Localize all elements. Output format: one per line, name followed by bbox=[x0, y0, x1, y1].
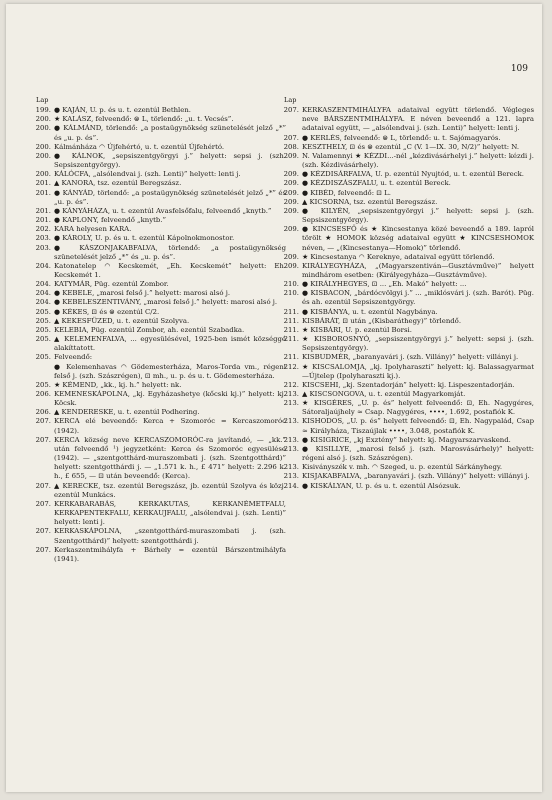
entry-text: ▲ KEKESFÜZED, u. t. ezentúl Szolyva. bbox=[54, 316, 190, 325]
entry-page-number: 200. bbox=[35, 151, 51, 160]
index-entry bbox=[34, 308, 286, 317]
index-entry bbox=[34, 170, 286, 179]
right-column bbox=[282, 96, 534, 491]
entry-text: KELEBIA, Püg. ezentúl Zombor, ah. ezentúl Szabadka. bbox=[54, 325, 245, 334]
entry-text: KESZTHELY, ⊡ és ⊜ ezentúl „C (V. 1—IX. 30, N/2)” helyett: N. bbox=[302, 142, 520, 151]
entry-text: KISCSEHI, „kj. Szentadorján” helyett: kj. Lispeszentadorján. bbox=[302, 380, 515, 389]
entry-page-number: 209. bbox=[283, 188, 299, 197]
entry-text: ▲ KENDERESKE, u. t. ezentúl Podhering. bbox=[54, 408, 200, 417]
entry-text: KISBÁRÁT, ⊡ után „(Kisbaráthegy)” törlendő. bbox=[302, 316, 462, 325]
index-entry bbox=[282, 363, 534, 381]
index-entry bbox=[34, 234, 286, 243]
entry-page-number: 200. bbox=[35, 115, 51, 124]
left-column bbox=[34, 96, 286, 564]
entry-page-number: 209. bbox=[283, 197, 299, 206]
index-entry bbox=[34, 143, 286, 152]
entry-page-number: 207. bbox=[283, 133, 299, 142]
index-entry bbox=[282, 445, 534, 463]
entry-page-number: 203. bbox=[35, 234, 51, 243]
entry-text: ● KISBACON, „bárdócvölgyi j.” ... „miklósvári j. (szh. Barót). Püg. és ah. ezentúl Sepsiszentgyörgy. bbox=[302, 289, 534, 307]
entry-text: ● KIBÉD, felveendő: ⊡ L. bbox=[302, 188, 391, 197]
entry-page-number: 210. bbox=[283, 289, 299, 298]
entry-page-number: 207. bbox=[35, 545, 51, 554]
entry-page-number: 211. bbox=[283, 335, 299, 344]
entry-page-number: 207. bbox=[35, 481, 51, 490]
entry-page-number: 205. bbox=[35, 380, 51, 389]
entry-page-number: 204. bbox=[35, 280, 51, 289]
index-entry bbox=[34, 326, 286, 335]
entry-page-number: 200. bbox=[35, 142, 51, 151]
index-entry bbox=[282, 326, 534, 335]
entry-page-number: 207. bbox=[35, 417, 51, 426]
left-entry-list bbox=[34, 106, 286, 564]
entry-page-number: 202. bbox=[35, 225, 51, 234]
entry-text: ● KISKÁLYAN, U. p. és u. t. ezentúl Alsózsuk. bbox=[302, 481, 461, 490]
index-entry bbox=[34, 179, 286, 188]
entry-text: ★ KALÁSZ, felveendő: ⊜ L, törlendő: „u. t. Vecsés”. bbox=[54, 115, 234, 124]
entry-page-number: 213. bbox=[283, 444, 299, 453]
entry-page-number: 212. bbox=[283, 362, 299, 371]
index-entry bbox=[34, 527, 286, 545]
entry-page-number: 207. bbox=[35, 499, 51, 508]
index-entry bbox=[34, 106, 286, 115]
index-entry bbox=[34, 335, 286, 353]
entry-text: ● KÁLMÁND, törlendő: „a postaügynökség szünetelését jelző „*” és „u. p. és”. bbox=[54, 124, 286, 142]
right-column-header: Lap bbox=[284, 96, 297, 104]
entry-page-number: 213. bbox=[283, 417, 299, 426]
entry-page-number: 203. bbox=[35, 243, 51, 252]
entry-text: ▲ KICSORNA, tsz. ezentúl Beregszász. bbox=[302, 197, 438, 206]
entry-page-number: 213. bbox=[283, 463, 299, 472]
entry-text: ● KÉZDISÁRFALVA, U. p. ezentúl Nyujtód, u. t. ezentúl Bereck. bbox=[302, 170, 524, 179]
entry-page-number: 205. bbox=[35, 335, 51, 344]
index-entry bbox=[34, 500, 286, 527]
index-entry bbox=[34, 280, 286, 289]
entry-text: N. Valamennyi ★ KÉZDI...-nél „kézdivásárhelyi j.” helyett: kézdi j. (szh. Kézdivásárhely). bbox=[302, 151, 534, 170]
entry-text: Kálmánháza ◠ Újfehértó, u. t. ezentúl Újfehértó. bbox=[54, 142, 225, 151]
entry-text: ▲ KELEMENFALVA, ... egyesülésével, 1925-ben ismét községgé alakíttatott. bbox=[54, 335, 286, 353]
entry-text: KISBUDMÉR, „baranyavári j. (szh. Villány)” helyett: villányi j. bbox=[302, 353, 519, 362]
left-column-header: Lap bbox=[36, 96, 49, 104]
entry-page-number: 211. bbox=[283, 307, 299, 316]
entry-page-number: 206. bbox=[35, 408, 51, 417]
entry-page-number: 209. bbox=[283, 179, 299, 188]
entry-text: ● KÁLNOK, „sepsiszentgyörgyi j.” helyett: sepsi j. (szh. Sepsiszentgyörgy). bbox=[54, 151, 286, 170]
entry-page-number: 209. bbox=[283, 206, 299, 215]
entry-text: ▲ KERECKE, tsz. ezentúl Beregszász, jb. ezentúl Szolyva és közj. ezentúl Munkács. bbox=[54, 481, 286, 499]
entry-page-number: 204. bbox=[35, 289, 51, 298]
index-entry bbox=[282, 399, 534, 417]
index-entry bbox=[282, 262, 534, 280]
entry-page-number: 210. bbox=[283, 280, 299, 289]
entry-text: ● KÁROLY, U. p. és u. t. ezentúl Kápolnokmonostor. bbox=[54, 234, 235, 243]
entry-text: Kerkaszentmihályfa + Bárhely = ezentúl Bárszentmihályfa (1941). bbox=[54, 545, 286, 563]
index-entry bbox=[34, 225, 286, 234]
entry-page-number: 213. bbox=[283, 435, 299, 444]
entry-text: ● KÁSZONJAKABFALVA, törlendő: „a postaügynökség szünetelését jelző „*” és „u. p. és”. bbox=[54, 243, 286, 261]
entry-page-number: 207. bbox=[35, 527, 51, 536]
index-entry bbox=[282, 152, 534, 170]
index-entry bbox=[282, 189, 534, 198]
index-entry bbox=[34, 207, 286, 216]
entry-text: ● KIRÁLYHEGYES, ⊡ ... „Eh. Makó” helyett: ... bbox=[302, 280, 467, 289]
index-entry bbox=[282, 436, 534, 445]
index-entry bbox=[34, 417, 286, 435]
entry-page-number: 209. bbox=[283, 252, 299, 261]
index-entry bbox=[282, 280, 534, 289]
index-entry bbox=[282, 289, 534, 307]
entry-text: KERCA elé beveendő: Kerca + Szomoróc = Kercaszomoróc (1942). bbox=[54, 417, 286, 435]
entry-text: KERKABARABÁS, KERKAKUTAS, KERKANÉMETFALU, KERKAPENTEKFALU, KERKAUJFALU, „alsólendvai j. (szh. Lenti)” helyett: lenti j. bbox=[54, 499, 286, 527]
index-entry bbox=[34, 216, 286, 225]
entry-text: KISHODOS, „U. p. és” helyett felveendő: ⊡, Eh. Nagypalád, Csap ≈ Királyháza, Tiszaújlak ••••, 3.048, postafiók K. bbox=[302, 417, 534, 435]
index-entry bbox=[34, 189, 286, 207]
entry-text: ★ KÉMEND, „kk., kj. h.” helyett: nk. bbox=[54, 380, 182, 389]
entry-page-number: 205. bbox=[35, 353, 51, 362]
entry-page-number: 211. bbox=[283, 353, 299, 362]
index-entry bbox=[282, 207, 534, 225]
entry-page-number: 213. bbox=[283, 399, 299, 408]
entry-page-number: 209. bbox=[283, 225, 299, 234]
entry-text: ★ Kincsestanya ◠ Kereknye, adataival együtt törlendő. bbox=[302, 252, 495, 261]
entry-page-number: 211. bbox=[283, 325, 299, 334]
index-entry bbox=[34, 244, 286, 262]
entry-page-number: 208. bbox=[283, 142, 299, 151]
index-entry bbox=[34, 546, 286, 564]
index-entry bbox=[282, 308, 534, 317]
entry-text: KISJAKABFALVA, „baranyavári j. (szh. Villány)” helyett: villányi j. bbox=[302, 472, 530, 481]
page-number: 109 bbox=[510, 64, 528, 74]
entry-text: ● KILYÉN, „sepsiszentgyörgyi j.” helyett: sepsi j. (szh. Sepsiszentgyörgy). bbox=[302, 206, 534, 225]
entry-page-number: 204. bbox=[35, 298, 51, 307]
index-entry bbox=[34, 390, 286, 408]
entry-text: ● KEBELESZENTIVÁNY, „marosi felső j.” helyett: marosi alsó j. bbox=[54, 298, 278, 307]
index-entry bbox=[282, 179, 534, 188]
entry-page-number: 205. bbox=[35, 307, 51, 316]
entry-text: ● KISIGRICE, „kj Exztény” helyett: kj. Magyarszarvaskend. bbox=[302, 435, 511, 444]
entry-text: ★ KISBÁRI, U. p. ezentúl Borsi. bbox=[302, 325, 412, 334]
index-entry bbox=[34, 482, 286, 500]
entry-page-number: 207. bbox=[35, 435, 51, 444]
index-entry bbox=[282, 335, 534, 353]
entry-text: ★ KISBOROSNYÓ, „sepsiszentgyörgyi j.” helyett: sepsi j. (szh. Sepsiszentgyörgy). bbox=[302, 335, 534, 353]
entry-page-number: 214. bbox=[283, 481, 299, 490]
entry-text: ● KISBÁNYA, u. t. ezentúl Nagybánya. bbox=[302, 307, 438, 316]
entry-page-number: 201. bbox=[35, 216, 51, 225]
entry-text: KARA helyesen KARA. bbox=[54, 225, 132, 234]
entry-text: Katonatelep ◠ Kecskemét, „Eh. Kecskemét” helyett: Eh. Kecskemét 1. bbox=[54, 261, 286, 279]
entry-page-number: 211. bbox=[283, 316, 299, 325]
index-entry bbox=[34, 363, 286, 381]
index-entry bbox=[282, 482, 534, 491]
index-entry bbox=[34, 436, 286, 482]
index-entry bbox=[34, 262, 286, 280]
entry-page-number: 207. bbox=[283, 106, 299, 115]
entry-page-number: 205. bbox=[35, 316, 51, 325]
entry-text: ● KÁNYÁHÁZA, u. t. ezentúl Avasfelsőfalu, felveendő „knytb.” bbox=[54, 206, 272, 215]
entry-page-number: 201. bbox=[35, 188, 51, 197]
index-entry bbox=[282, 417, 534, 435]
entry-text: ▲ KANORA, tsz. ezentúl Beregszász. bbox=[54, 179, 182, 188]
entry-text: ● KÉZDISZÁSZFALU, u. t. ezentúl Bereck. bbox=[302, 179, 451, 188]
entry-text: KATYMÁR, Püg. ezentúl Zombor. bbox=[54, 280, 169, 289]
index-entry bbox=[282, 143, 534, 152]
entry-text: ● KÉKES, ⊡ és ⊜ ezentúl C/2. bbox=[54, 307, 160, 316]
index-entry bbox=[34, 381, 286, 390]
entry-text: ● Kelemenhavas ◠ Gödemesterháza, Maros-Torda vm., régeni felső j. (szh. Szászrégen), ⊡ mh., u. p. és u. t. Gödemesterháza. bbox=[54, 362, 286, 380]
entry-text: ● KISILLYE, „marosi felső j. (szh. Marosvásárhely)” helyett: régeni alsó j. (szh. Szászrégen). bbox=[302, 444, 534, 463]
entry-text: ● KÁNYÁD, törlendő: „a postaügynökség szünetelését jelző „*” és „u. p. és”. bbox=[54, 188, 286, 206]
index-entry bbox=[282, 225, 534, 252]
entry-text: ● KEBELE, „marosi felső j.” helyett: marosi alsó j. bbox=[54, 289, 231, 298]
entry-text: ★ KISGÉRES, „U. p. és” helyett felveendő: ⊡, Eh. Nagygéres, Sátoraljaújhely ≈ Csap. Nagygéres, ••••, 1.692, postafiók K. bbox=[302, 399, 534, 417]
index-entry bbox=[282, 390, 534, 399]
index-entry bbox=[282, 253, 534, 262]
entry-page-number: 201. bbox=[35, 179, 51, 188]
entry-text: ● KINCSESFŐ és ★ Kincsestanya közé beveendő a 189. lapról törölt ★ HOMOK község adataival együtt ★ KINCSESHOMOK néven, — „(Kincsestanya—Homok)” törlendő. bbox=[302, 225, 534, 252]
entry-text: KEMENESKÁPOLNA, „kj. Egyházashetye (kőcski kj.)” helyett: kj. Köcsk. bbox=[54, 390, 286, 408]
entry-text: KERKASZENTMIHÁLYFA adataival együtt törlendő. Végleges neve BÁRSZENTMIHÁLYFA. E néven beveendő a 121. lapra adataival együtt, — „alsólendvai j. (szh. Lenti)” helyett: lenti j. bbox=[302, 106, 534, 133]
index-entry bbox=[34, 317, 286, 326]
index-entry bbox=[34, 124, 286, 142]
index-entry bbox=[282, 134, 534, 143]
index-entry bbox=[282, 463, 534, 472]
entry-text: Felveendő: bbox=[54, 353, 93, 362]
entry-page-number: 213. bbox=[283, 390, 299, 398]
index-entry bbox=[34, 152, 286, 170]
entry-text: ★ KISCSALOMJA, „kj. Ipolyharaszti” helyett: kj. Balassagyarmat—Újtelep (Ipolyharaszti kj.). bbox=[302, 362, 534, 380]
entry-text: KERKASKÁPOLNA, „szentgotthárd-muraszombati j. (szh. Szentgotthárd)” helyett: szentgotthárdi j. bbox=[54, 527, 286, 545]
index-entry bbox=[282, 106, 534, 133]
entry-page-number: 205. bbox=[35, 325, 51, 334]
document-page bbox=[6, 4, 542, 792]
entry-page-number: 204. bbox=[35, 261, 51, 270]
index-entry bbox=[282, 472, 534, 481]
entry-text: KIRÁLYEGYHÁZA, „(Magyarszentiván—Gusztávműve)” helyett mindhárom esetben: (Királyegyháza—Gusztávműve). bbox=[302, 261, 534, 279]
index-entry bbox=[34, 353, 286, 362]
entry-text: ● KERLÉS, felveendő: ⊜ L, törlendő: u. t. Sajómagyarós. bbox=[302, 133, 501, 142]
entry-text: ● KAPLONY, felveendő „knytb.” bbox=[54, 216, 167, 225]
entry-text: ▲ KISCSONGOVA, u. t. ezentúl Magyarkomját. bbox=[302, 390, 466, 398]
entry-page-number: 200. bbox=[35, 170, 51, 179]
entry-page-number: 209. bbox=[283, 151, 299, 160]
index-entry bbox=[282, 317, 534, 326]
index-entry bbox=[282, 353, 534, 362]
entry-text: KÁLÓCFA, „alsólendvai j. (szh. Lenti)” helyett: lenti j. bbox=[54, 170, 241, 179]
right-entry-list bbox=[282, 106, 534, 491]
entry-text: Kisiványszék v. mh. ◠ Szeged, u. p. ezentúl Sárkányhegy. bbox=[302, 463, 503, 472]
entry-page-number: 206. bbox=[35, 390, 51, 398]
entry-page-number: 213. bbox=[283, 472, 299, 481]
index-entry bbox=[282, 198, 534, 207]
entry-page-number: 201. bbox=[35, 206, 51, 215]
index-entry bbox=[282, 381, 534, 390]
entry-page-number: 209. bbox=[283, 170, 299, 179]
entry-text: KERCA község neve KERCASZOMORÓC-ra javítandó, — „kk.” után felveendő ¹) jegyzetként: Kerca és Szomoróc egyesülése (1942). — „szentgotthárd-muraszombati j. (szh. Szentgotthárd)” helyett: szentgotthárdi j. — „1.571 k. h., £ 471” helyett: 2.296 k. h., £ 655, — ⊡ után beveendő: (Kerca). bbox=[54, 435, 286, 481]
entry-page-number: 199. bbox=[35, 106, 51, 115]
entry-page-number: 209. bbox=[283, 261, 299, 270]
entry-page-number: 212. bbox=[283, 380, 299, 389]
entry-text: ● KAJÁN, U. p. és u. t. ezentúl Bethlen. bbox=[54, 106, 191, 115]
index-entry bbox=[34, 298, 286, 307]
entry-page-number: 200. bbox=[35, 124, 51, 133]
